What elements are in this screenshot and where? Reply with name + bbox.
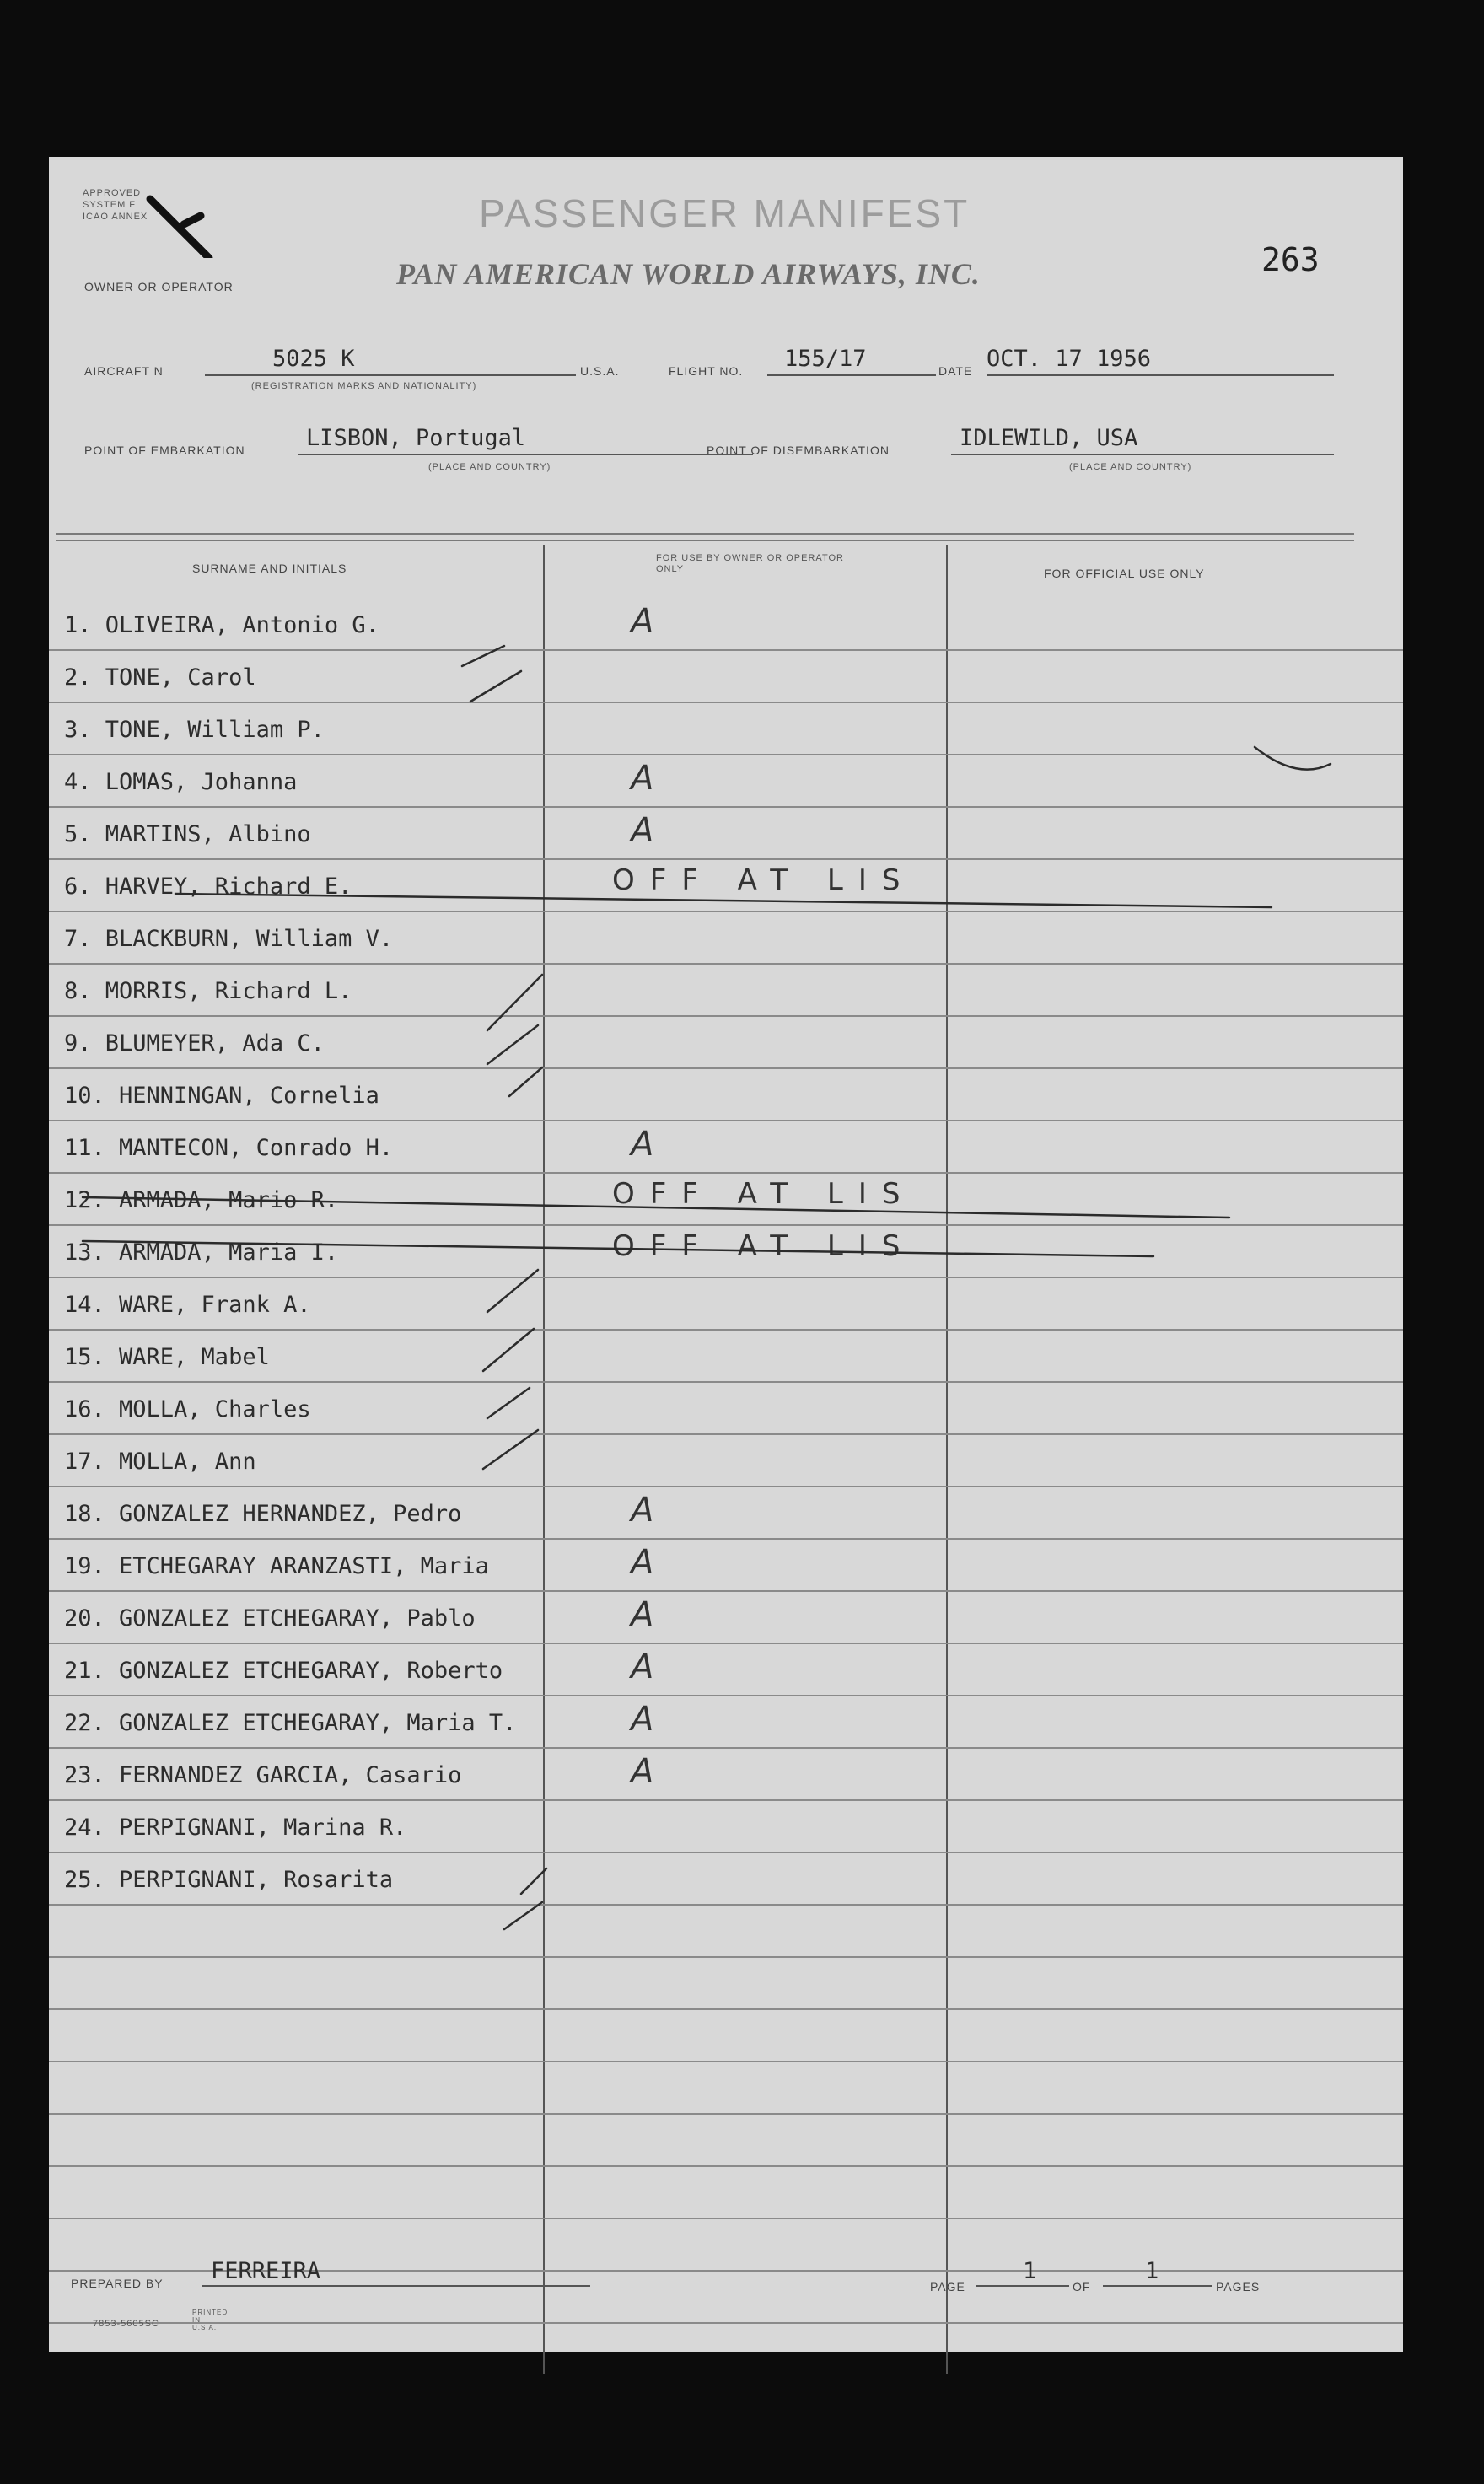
check-mark-icon bbox=[483, 1329, 534, 1371]
check-mark-icon bbox=[487, 1025, 538, 1064]
passenger-name: 20. GONZALEZ ETCHEGARAY, Pablo bbox=[64, 1605, 476, 1632]
passenger-name: 3. TONE, William P. bbox=[64, 717, 325, 743]
owner-label: OWNER OR OPERATOR bbox=[84, 280, 234, 293]
operator-mark: A bbox=[631, 1648, 654, 1686]
of-label: OF bbox=[1073, 2280, 1091, 2293]
document-title: PASSENGER MANIFEST bbox=[479, 191, 971, 235]
operator-mark: A bbox=[631, 1700, 654, 1739]
column-header-names: SURNAME AND INITIALS bbox=[192, 562, 347, 575]
passenger-name: 16. MOLLA, Charles bbox=[64, 1396, 311, 1422]
pages-label: PAGES bbox=[1216, 2280, 1261, 2293]
embarkation-label: POINT OF EMBARKATION bbox=[84, 444, 245, 457]
page-total: 1 bbox=[1103, 2258, 1212, 2287]
check-mark-icon bbox=[462, 646, 504, 666]
passenger-name: 14. WARE, Frank A. bbox=[64, 1292, 311, 1318]
operator-mark: A bbox=[631, 759, 654, 798]
passenger-name: 5. MARTINS, Albino bbox=[64, 821, 311, 847]
pen-stroke-icon bbox=[1255, 747, 1331, 770]
operator-mark: A bbox=[631, 1491, 654, 1530]
passenger-name: 21. GONZALEZ ETCHEGARAY, Roberto bbox=[64, 1658, 503, 1684]
embarkation-point: LISBON, Portugal bbox=[298, 425, 753, 455]
aircraft-registration: 5025 K bbox=[205, 346, 576, 376]
strike-through-line bbox=[175, 894, 1272, 907]
column-header-official-use: FOR OFFICIAL USE ONLY bbox=[1044, 567, 1205, 580]
passenger-name: 7. BLACKBURN, William V. bbox=[64, 926, 394, 952]
registration-sublabel: (REGISTRATION MARKS AND NATIONALITY) bbox=[251, 381, 477, 391]
operator-mark: A bbox=[631, 1752, 654, 1791]
handwriting-overlay bbox=[49, 157, 1403, 2352]
passenger-name: 10. HENNINGAN, Cornelia bbox=[64, 1083, 379, 1109]
corner-stamp-line: SYSTEM F bbox=[83, 200, 137, 210]
disembarkation-point: IDLEWILD, USA bbox=[951, 425, 1334, 455]
operator-mark: A bbox=[631, 1543, 654, 1582]
passenger-name: 13. ARMADA, Maria I. bbox=[64, 1239, 339, 1266]
passenger-name: 18. GONZALEZ HERNANDEZ, Pedro bbox=[64, 1501, 462, 1527]
passenger-name: 1. OLIVEIRA, Antonio G. bbox=[64, 612, 379, 638]
passenger-name: 19. ETCHEGARAY ARANZASTI, Maria bbox=[64, 1553, 489, 1579]
corner-stamp-line: ICAO ANNEX bbox=[83, 212, 148, 222]
passenger-name: 24. PERPIGNANI, Marina R. bbox=[64, 1815, 407, 1841]
check-mark-icon bbox=[504, 1902, 542, 1929]
passenger-name: 9. BLUMEYER, Ada C. bbox=[64, 1030, 325, 1057]
passenger-name: 2. TONE, Carol bbox=[64, 664, 256, 691]
passenger-name: 11. MANTECON, Conrado H. bbox=[64, 1135, 394, 1161]
country-label: U.S.A. bbox=[580, 364, 620, 378]
check-mark-icon bbox=[470, 671, 521, 702]
disembarkation-sublabel: (PLACE AND COUNTRY) bbox=[1069, 462, 1192, 472]
check-mark-icon bbox=[487, 1388, 530, 1418]
page-stamp-number: 263 bbox=[1261, 241, 1320, 278]
date-label: DATE bbox=[938, 364, 973, 378]
operator-mark: A bbox=[631, 1125, 654, 1164]
printed-note: PRINTED IN U.S.A. bbox=[192, 2309, 229, 2331]
flight-number: 155/17 bbox=[767, 346, 936, 376]
column-header-owner-use: FOR USE BY OWNER OR OPERATOR ONLY bbox=[656, 553, 844, 574]
page-label: PAGE bbox=[930, 2280, 965, 2293]
operator-mark: OFF AT LIS bbox=[612, 863, 916, 897]
prepared-by-name: FERREIRA bbox=[202, 2258, 590, 2287]
check-mark-icon bbox=[483, 1430, 538, 1469]
manifest-sheet bbox=[49, 157, 1403, 2352]
operator-mark: OFF AT LIS bbox=[612, 1229, 916, 1263]
passenger-name: 12. ARMADA, Mario R. bbox=[64, 1187, 339, 1213]
check-mark-icon bbox=[521, 1868, 546, 1894]
operator-mark: A bbox=[631, 811, 654, 850]
carrier-name: PAN AMERICAN WORLD AIRWAYS, INC. bbox=[396, 257, 981, 291]
disembarkation-label: POINT OF DISEMBARKATION bbox=[707, 444, 890, 457]
passenger-name: 25. PERPIGNANI, Rosarita bbox=[64, 1867, 394, 1893]
embarkation-sublabel: (PLACE AND COUNTRY) bbox=[428, 462, 551, 472]
passenger-name: 6. HARVEY, Richard E. bbox=[64, 874, 352, 900]
operator-mark: OFF AT LIS bbox=[612, 1177, 916, 1211]
check-mark-icon bbox=[509, 1067, 542, 1096]
check-mark-icon bbox=[487, 1270, 538, 1312]
page-current: 1 bbox=[976, 2258, 1069, 2287]
passenger-name: 22. GONZALEZ ETCHEGARAY, Maria T. bbox=[64, 1710, 517, 1736]
passenger-name: 4. LOMAS, Johanna bbox=[64, 769, 298, 795]
form-code: 7853-5605SC bbox=[93, 2319, 159, 2329]
operator-mark: A bbox=[631, 602, 654, 641]
passenger-name: 23. FERNANDEZ GARCIA, Casario bbox=[64, 1762, 462, 1788]
check-mark-icon bbox=[487, 975, 542, 1030]
passenger-name: 8. MORRIS, Richard L. bbox=[64, 978, 352, 1004]
flight-label: FLIGHT NO. bbox=[669, 364, 744, 378]
flight-date: OCT. 17 1956 bbox=[987, 346, 1334, 376]
corner-stamp-line: APPROVED bbox=[83, 188, 142, 198]
passenger-name: 15. WARE, Mabel bbox=[64, 1344, 270, 1370]
strike-through-line bbox=[83, 1241, 1153, 1256]
passenger-name: 17. MOLLA, Ann bbox=[64, 1449, 256, 1475]
operator-mark: A bbox=[631, 1595, 654, 1634]
prepared-by-label: PREPARED BY bbox=[71, 2277, 164, 2290]
strike-through-line bbox=[83, 1197, 1229, 1218]
aircraft-label: AIRCRAFT N bbox=[84, 364, 164, 378]
